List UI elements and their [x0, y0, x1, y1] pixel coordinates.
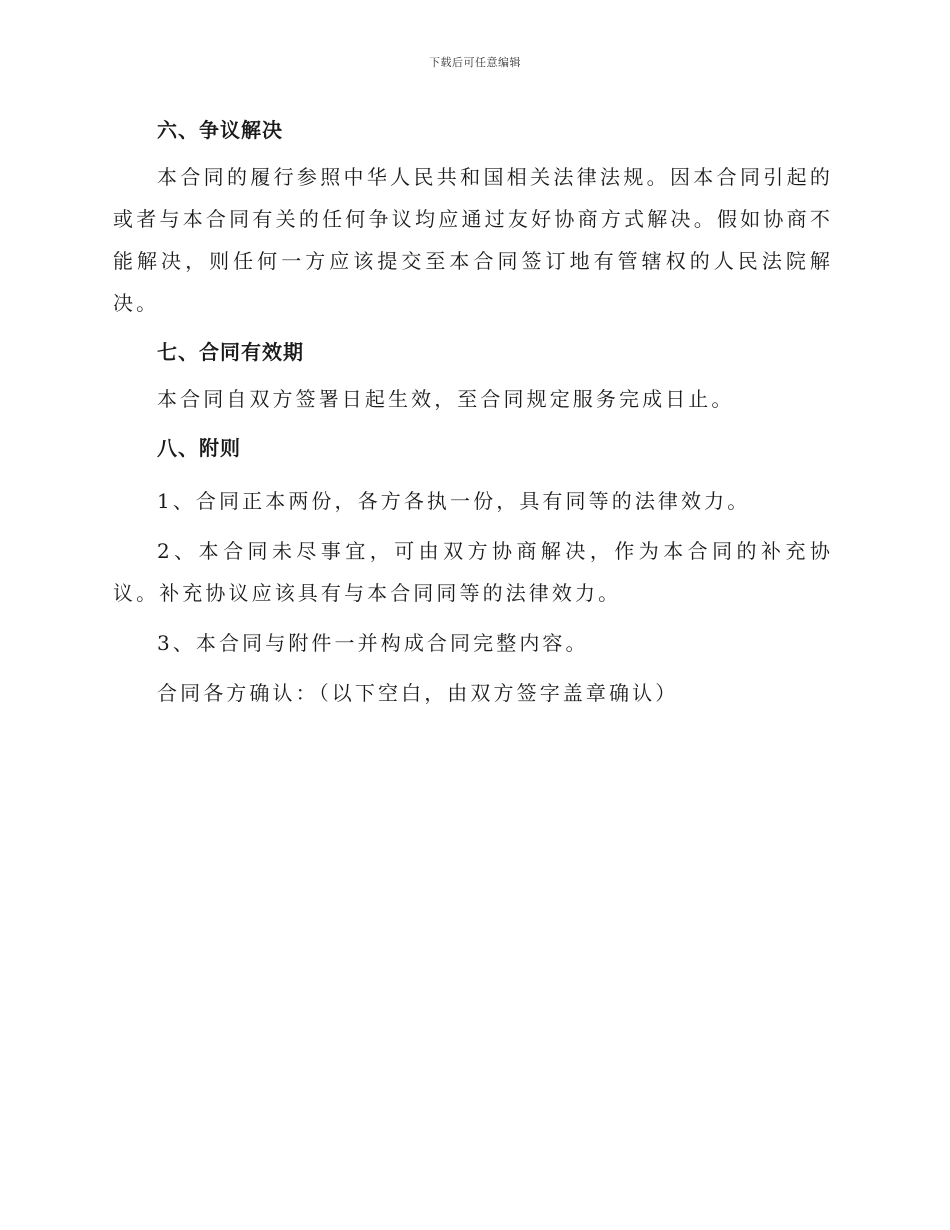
document-body [113, 108, 833, 714]
section-heading-supplementary-provisions: 八、附则 [157, 436, 241, 460]
paragraph-dispute-resolution: 本合同的履行参照中华人民共和国相关法律法规。因本合同引起的或者与本合同有关的任何争议均应通过友好协商方式解决。假如协商不能解决，则任何一方应该提交至本合同签订地有管辖权的人民法院解决。 [113, 165, 833, 315]
paragraph-provision-3: 3、本合同与附件一并构成合同完整内容。 [157, 631, 589, 655]
header-note: 下载后可任意编辑 [429, 56, 521, 69]
section-heading-validity-period: 七、合同有效期 [157, 340, 304, 364]
section-heading-dispute-resolution: 六、争议解决 [157, 118, 283, 142]
paragraph-confirmation: 合同各方确认：（以下空白，由双方签字盖章确认） [157, 681, 679, 705]
paragraph-validity-period: 本合同自双方签署日起生效，至合同规定服务完成日止。 [157, 387, 735, 411]
paragraph-provision-1: 1、合同正本两份，各方各执一份，具有同等的法律效力。 [157, 489, 751, 513]
paragraph-provision-2: 2、本合同未尽事宜，可由双方协商解决，作为本合同的补充协议。补充协议应该具有与本合同同等的法律效力。 [113, 539, 833, 605]
